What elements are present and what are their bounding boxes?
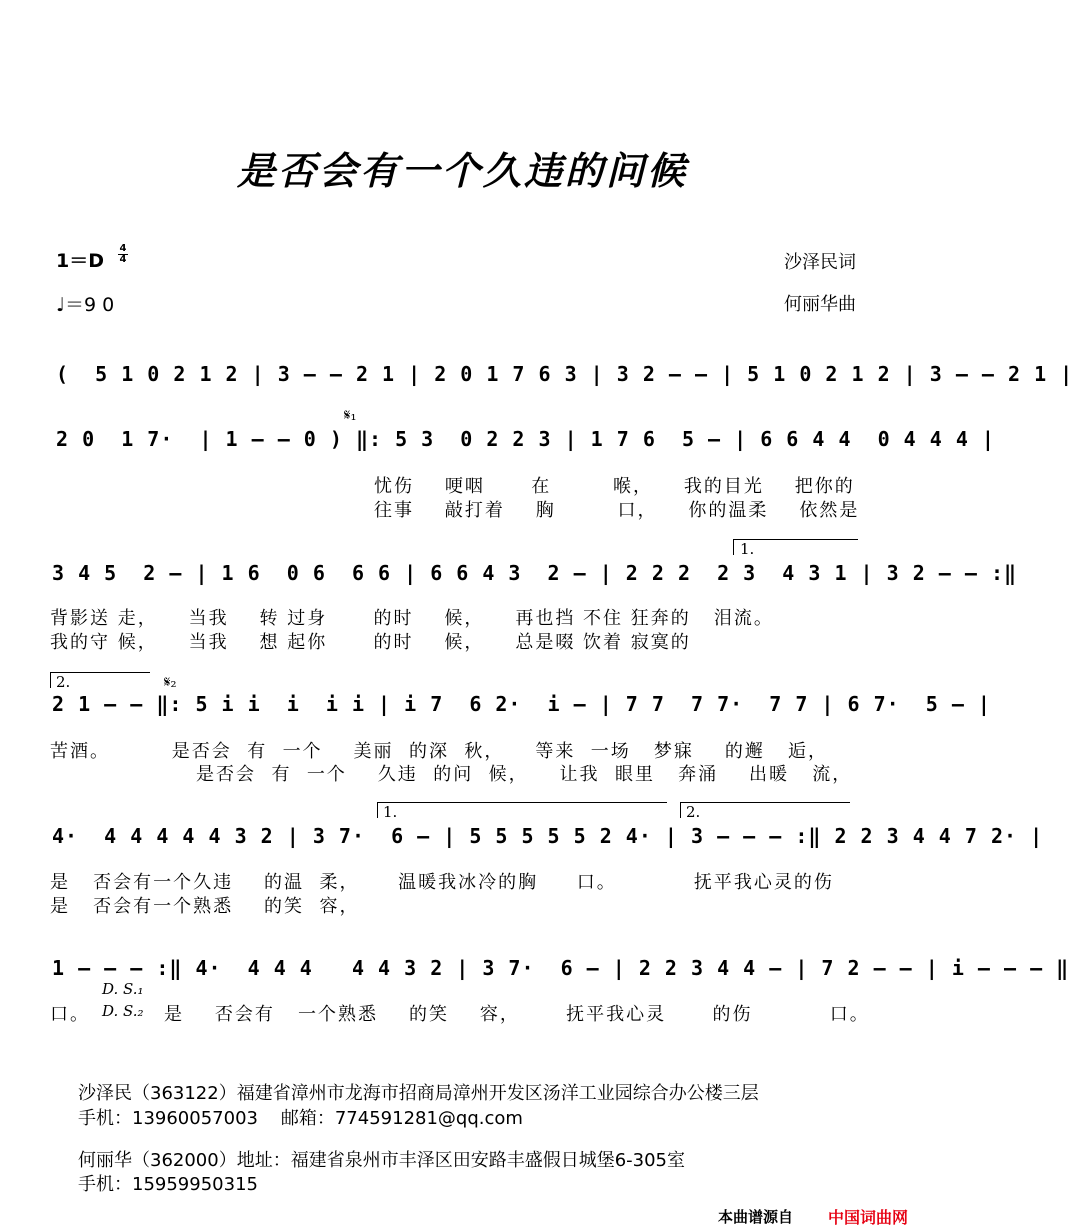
footer-site-link[interactable]: 中国词曲网 [828,1208,909,1227]
volta-2-label: 2. [56,673,71,691]
lyrics-row-2-verse-2: 往事 敲打着 胸 口， 你的温柔 依然是 [374,500,860,521]
notation-row-2: 2 0 1 7· | 1 — — 0 ) ‖: 5 3 0 2 2 3 | 1 7 6 5 — | 6 6 4 4 0 4 4 4 | [56,427,995,451]
lyricist-credit: 沙泽民词 [784,252,856,273]
contact-composer-phone: 手机：15959950315 [78,1174,258,1195]
tempo-mark: ♩＝9 0 [56,294,115,316]
lyrics-row-6-verse-1: 是 否会有 一个熟悉 的笑 容， 抚平我心灵 的伤 口。 [164,1004,870,1025]
contact-composer-address: 何丽华（362000）地址：福建省泉州市丰泽区田安路丰盛假日城堡6-305室 [78,1150,686,1171]
contact-lyricist-address: 沙泽民（363122）福建省漳州市龙海市招商局漳州开发区汤洋工业园综合办公楼三层 [78,1083,759,1104]
ds-2-mark: D. S.₂ [102,1002,144,1020]
volta-bracket-2b [680,802,850,803]
volta-1-label: 1. [740,540,755,558]
notation-row-5: 4· 4 4 4 4 4 3 2 | 3 7· 6 — | 5 5 5 5 5 2 4· | 3 — — — :‖ 2 2 3 4 4 7 2· | [52,824,1044,848]
lyrics-row-5-verse-2: 是 否会有一个熟悉 的笑 容， [50,896,360,917]
volta-bracket-1b [377,802,667,803]
notation-row-6: 1 — — — :‖ 4· 4 4 4 4 4 3 2 | 3 7· 6 — | 2 2 3 4 4 — | 7 2 — — | i — — — ‖ [52,956,1070,980]
notation-row-4: 2 1 — — ‖: 5 i i i i i | i 7 6 2· i — | 7 7 7 7· 7 7 | 6 7· 5 — | [52,692,991,716]
lyrics-row-5-verse-1: 是 否会有一个久违 的温 柔， 温暖我冰冷的胸 口。 抚平我心灵的伤 [50,872,834,893]
footer-source-label: 本曲谱源自 [718,1208,794,1226]
time-signature [118,244,128,265]
lyrics-row-3-verse-2: 我的守 候， 当我 想 起你 的时 候， 总是啜 饮着 寂寞的 [50,632,691,653]
ds-1-mark: D. S.₁ [102,980,144,998]
lyrics-row-2-verse-1: 忧伤 哽咽 在 喉， 我的目光 把你的 [374,476,855,497]
lyrics-row-4-verse-2: 是否会 有 一个 久违 的问 候， 让我 眼里 奔涌 出暖 流， [196,764,853,785]
volta-bracket-1b-edge [377,802,378,818]
segno-2: 𝄋₂ [164,673,177,691]
composer-credit: 何丽华曲 [784,294,856,315]
lyrics-row-6-prefix: 口。 [50,1004,90,1025]
lyrics-row-3-verse-1: 背影送 走， 当我 转 过身 的时 候， 再也挡 不住 狂奔的 泪流。 [50,608,774,629]
key-signature: 1＝D [56,250,104,272]
time-top: 4 [119,243,127,254]
volta-1-label-b: 1. [383,803,398,821]
volta-bracket-1a-edge [733,539,734,555]
volta-bracket-2a-edge [50,672,51,688]
notation-row-3: 3 4 5 2 — | 1 6 0 6 6 6 | 6 6 4 3 2 — | 2 2 2 2 3 4 3 1 | 3 2 — — :‖ [52,561,1018,585]
volta-2-label-b: 2. [686,803,701,821]
segno-1: 𝄋₁ [344,406,357,424]
time-bottom: 4 [119,254,127,265]
song-title: 是否会有一个久违的问候 [236,148,688,193]
contact-lyricist-phone-email: 手机：13960057003 邮箱：774591281@qq.com [78,1108,523,1129]
lyrics-row-4-verse-1: 苦酒。 是否会 有 一个 美丽 的深 秋， 等来 一场 梦寐 的邂 逅， [50,741,828,762]
volta-bracket-2b-edge [680,802,681,818]
notation-row-1: ( 5 1 0 2 1 2 | 3 — — 2 1 | 2 0 1 7 6 3 | 3 2 — — | 5 1 0 2 1 2 | 3 — — 2 1 | [56,362,1073,386]
